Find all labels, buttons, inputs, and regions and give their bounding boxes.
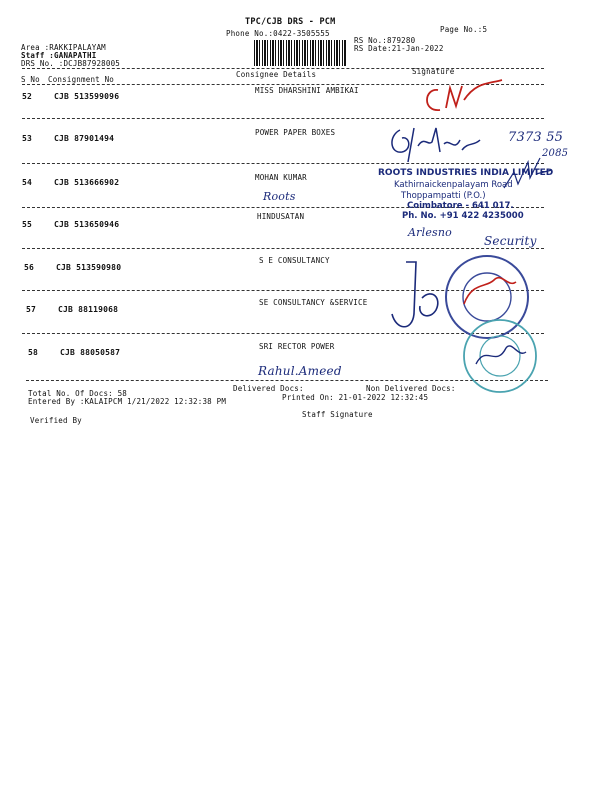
consignee-name: SE CONSULTANCY &SERVICE xyxy=(259,298,368,307)
consignment-number: CJB 513666902 xyxy=(54,178,120,187)
handwritten-signature xyxy=(500,148,560,198)
sheet-title: TPC/CJB DRS - PCM xyxy=(245,17,336,27)
delivered-docs: Delivered Docs: xyxy=(233,384,304,393)
company-stamp-name: ROOTS INDUSTRIES INDIA LIMITED xyxy=(378,168,554,178)
consignment-number: CJB 87901494 xyxy=(54,134,115,143)
page-number: Page No.:5 xyxy=(440,25,488,34)
consignee-name: POWER PAPER BOXES xyxy=(255,128,336,137)
consignment-number: CJB 88050587 xyxy=(60,348,121,357)
phone-number: Phone No.:0422-3505555 xyxy=(226,29,330,38)
area-label: Area :RAKKIPALAYAM xyxy=(21,43,106,52)
handwritten-signature: Roots xyxy=(263,190,296,203)
consignee-name: HINDUSATAN xyxy=(257,212,305,221)
consignee-name: S E CONSULTANCY xyxy=(259,256,330,265)
rs-number: RS No.:879280 xyxy=(354,36,416,45)
column-consignment-no: Consignment No xyxy=(48,75,115,84)
column-sno: S No xyxy=(21,75,40,84)
consignee-name: SRI RECTOR POWER xyxy=(259,342,335,351)
company-stamp-address: Kathirnaickenpalayam Road xyxy=(394,180,513,190)
total-docs: Total No. Of Docs: 58 xyxy=(28,389,128,398)
column-consignee-details: Consignee Details xyxy=(236,70,317,79)
handwritten-signature: Arlesno xyxy=(408,226,452,239)
consignee-name: MISS DHARSHINI AMBIKAI xyxy=(255,86,359,95)
handwritten-signature xyxy=(388,258,448,338)
column-signature: Signature xyxy=(412,67,455,76)
consignment-number: CJB 88119068 xyxy=(58,305,119,314)
consignment-number: CJB 513590980 xyxy=(56,263,122,272)
handwritten-signature xyxy=(416,78,506,118)
consignment-number: CJB 513599096 xyxy=(54,92,120,101)
row-sno: 54 xyxy=(22,178,33,187)
handwritten-signature xyxy=(388,122,498,167)
consignment-number: CJB 513650946 xyxy=(54,220,120,229)
row-sno: 52 xyxy=(22,92,33,101)
rs-date: RS Date:21-Jan-2022 xyxy=(354,44,444,53)
staff-signature: Staff Signature xyxy=(302,410,373,419)
divider xyxy=(22,68,544,69)
round-seal-stamp xyxy=(456,318,546,398)
handwritten-number: 2085 xyxy=(542,148,569,159)
row-sno: 57 xyxy=(26,305,37,314)
printed-on: Printed On: 21-01-2022 12:32:45 xyxy=(282,393,429,402)
drs-number: DRS No. :DCJB87928005 xyxy=(21,59,121,68)
handwritten-signature: Security xyxy=(484,234,537,248)
consignee-name: MOHAN KUMAR xyxy=(255,173,307,182)
row-sno: 56 xyxy=(24,263,35,272)
row-sno: 53 xyxy=(22,134,33,143)
row-divider xyxy=(22,118,544,119)
staff-label: Staff :GANAPATHI xyxy=(21,51,97,60)
non-delivered-docs: Non Delivered Docs: xyxy=(366,384,456,393)
company-stamp-city: Coimbatore - 641 017. xyxy=(407,201,514,211)
row-sno: 58 xyxy=(28,348,39,357)
company-stamp-address: Thoppampatti (P.O.) xyxy=(401,191,486,201)
handwritten-number: 7373 55 xyxy=(508,130,564,145)
row-sno: 55 xyxy=(22,220,33,229)
barcode xyxy=(254,40,346,66)
row-divider xyxy=(22,248,544,249)
entered-by: Entered By :KALAIPCM 1/21/2022 12:32:38 PM xyxy=(28,397,227,406)
verified-by: Verified By xyxy=(30,416,82,425)
company-stamp-phone: Ph. No. +91 422 4235000 xyxy=(402,211,524,221)
handwritten-signature: Rahul.Ameed xyxy=(258,364,342,378)
